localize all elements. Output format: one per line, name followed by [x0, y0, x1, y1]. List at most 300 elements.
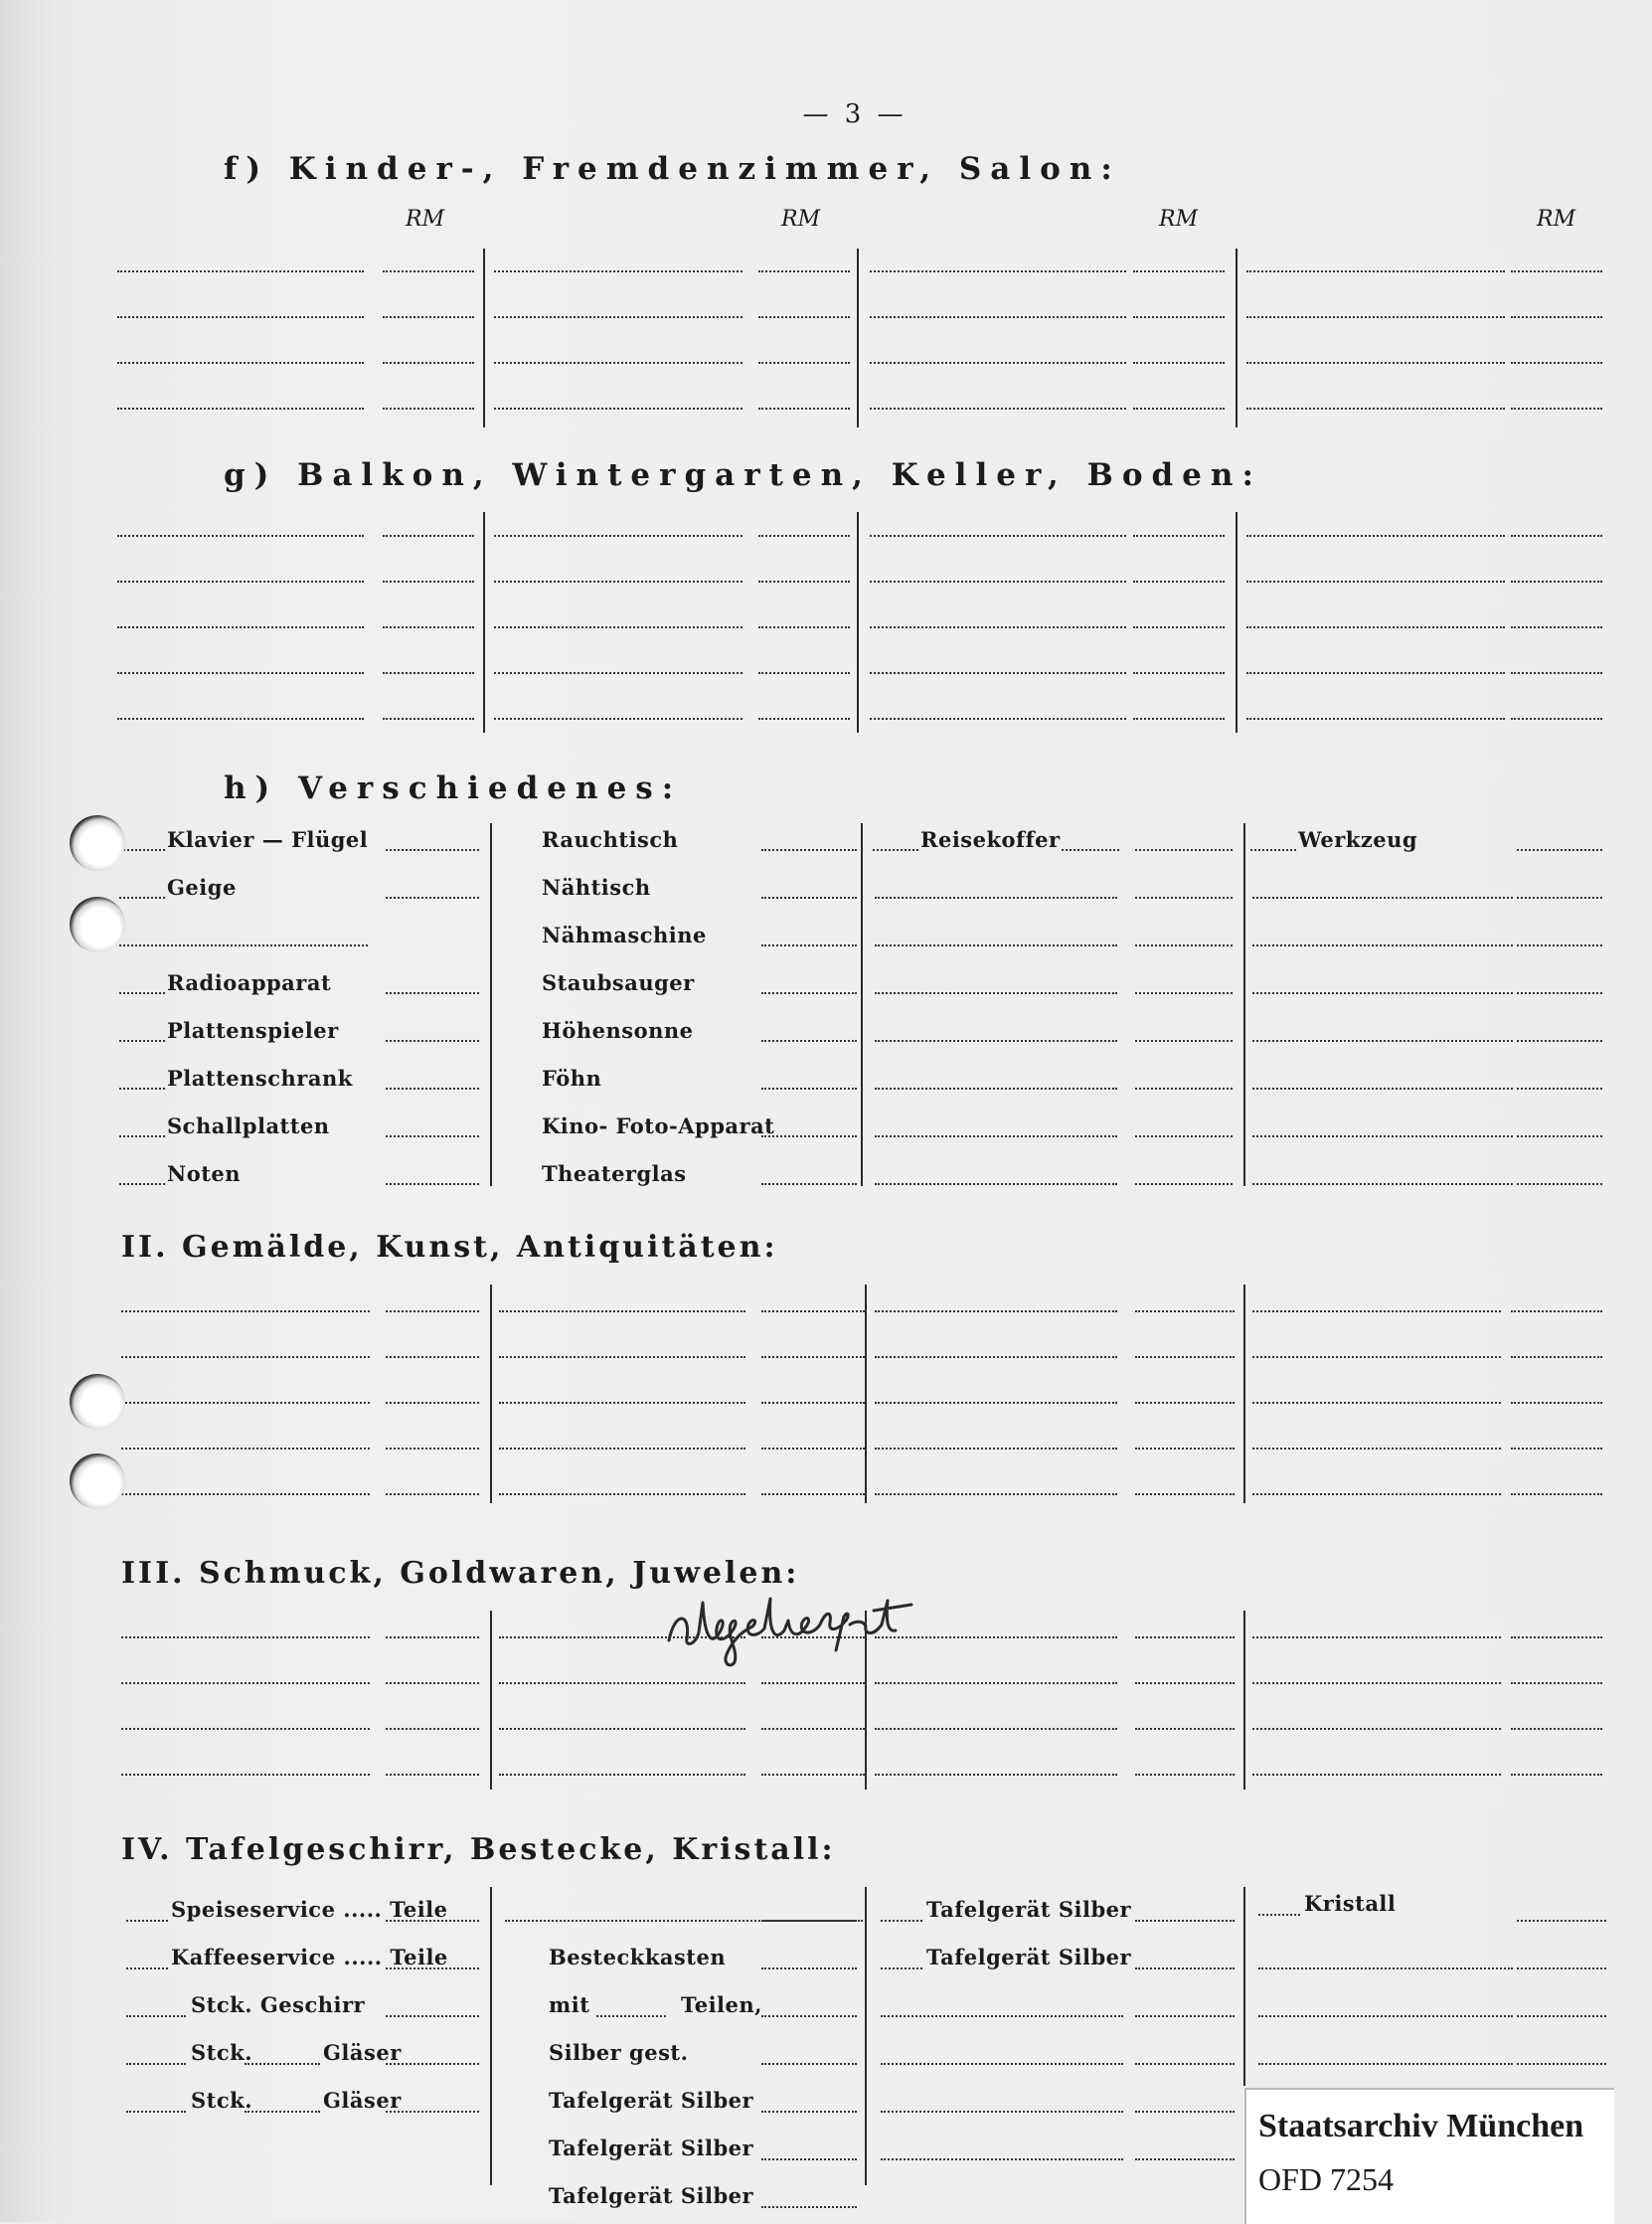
item-label: Plattenspieler: [167, 1018, 339, 1043]
fill-line: [875, 1774, 1117, 1776]
fill-line: [761, 2015, 857, 2017]
fill-line: [596, 2015, 666, 2017]
fill-line: [758, 270, 850, 272]
fill-line: [1252, 1493, 1501, 1495]
fill-line: [494, 535, 743, 537]
fill-line: [117, 270, 364, 272]
fill-line: [881, 2063, 1123, 2065]
currency-label: RM: [1159, 207, 1199, 232]
fill-line: [761, 2158, 857, 2160]
fill-line: [1135, 1310, 1235, 1312]
fill-line: [873, 849, 918, 851]
archive-signature: OFD 7254: [1258, 2161, 1395, 2197]
fill-line: [119, 1088, 165, 1090]
fill-line: [1135, 1682, 1235, 1684]
item-label: Föhn: [542, 1066, 602, 1091]
column-divider: [490, 1887, 492, 2185]
item-label: Besteckkasten: [549, 1945, 727, 1969]
page-number: — 3 —: [802, 99, 908, 129]
fill-line: [1135, 1183, 1233, 1185]
column-divider: [861, 823, 863, 1186]
column-divider: [483, 249, 485, 428]
fill-line: [1252, 1774, 1501, 1776]
fill-line: [383, 362, 474, 364]
fill-line: [875, 1135, 1117, 1137]
item-label: Tafelgerät Silber: [926, 1945, 1132, 1969]
item-label: Noten: [167, 1161, 242, 1186]
fill-line: [1133, 626, 1225, 628]
item-label: Teilen,: [681, 1992, 762, 2017]
fill-line: [1252, 992, 1513, 994]
fill-line: [1246, 408, 1505, 410]
fill-line: [870, 362, 1126, 364]
fill-line: [494, 362, 743, 364]
item-label: Gläser: [323, 2040, 402, 2065]
item-label: Radioapparat: [167, 970, 332, 995]
fill-line: [494, 626, 743, 628]
fill-line: [1252, 1135, 1513, 1137]
fill-line: [126, 1967, 168, 1969]
fill-line: [383, 718, 474, 720]
item-label: Rauchtisch: [542, 827, 679, 852]
section-heading-f: f) Kinder-, Fremdenzimmer, Salon:: [224, 151, 1121, 187]
fill-line: [126, 2063, 186, 2065]
item-label: Plattenschrank: [167, 1066, 353, 1091]
fill-line: [758, 718, 850, 720]
fill-line: [1511, 1636, 1602, 1638]
fill-line: [761, 992, 857, 994]
fill-line: [1517, 849, 1602, 851]
section-heading-iv: IV. Tafelgeschirr, Bestecke, Kristall:: [121, 1832, 836, 1867]
fill-line: [1517, 1920, 1606, 1922]
item-label: Kristall: [1304, 1891, 1397, 1916]
fill-line: [1252, 1402, 1501, 1404]
fill-line: [386, 1920, 479, 1922]
fill-line: [386, 1040, 479, 1042]
fill-line: [119, 849, 165, 851]
fill-line: [875, 897, 1117, 899]
item-label: Speiseservice ..... Teile: [171, 1897, 448, 1922]
fill-line: [121, 1493, 370, 1495]
fill-line: [494, 316, 743, 318]
fill-line: [1133, 581, 1225, 583]
section-heading-iii: III. Schmuck, Goldwaren, Juwelen:: [121, 1556, 800, 1591]
item-label: Stck.: [191, 2088, 253, 2113]
fill-line: [1133, 270, 1225, 272]
fill-line: [875, 1682, 1117, 1684]
fill-line: [499, 1356, 745, 1358]
fill-line: [1252, 1356, 1501, 1358]
fill-line: [761, 897, 857, 899]
fill-line: [386, 1636, 479, 1638]
fill-line: [386, 2111, 479, 2113]
fill-line: [386, 1774, 479, 1776]
fill-line: [1252, 1183, 1513, 1185]
column-divider: [1236, 249, 1238, 428]
item-label: Tafelgerät Silber: [549, 2183, 754, 2208]
fill-line: [383, 408, 474, 410]
item-label: Geige: [167, 875, 237, 900]
fill-line: [1517, 992, 1602, 994]
fill-line: [761, 1920, 857, 1922]
fill-line: [383, 316, 474, 318]
fill-line: [1258, 1914, 1300, 1916]
fill-line: [1135, 1135, 1233, 1137]
fill-line: [1133, 718, 1225, 720]
fill-line: [386, 992, 479, 994]
fill-line: [119, 1183, 165, 1185]
fill-line: [1246, 581, 1505, 583]
fill-line: [761, 1774, 865, 1776]
fill-line: [875, 944, 1117, 946]
fill-line: [1135, 1636, 1235, 1638]
fill-line: [1252, 897, 1513, 899]
fill-line: [1511, 1448, 1602, 1450]
fill-line: [121, 1682, 370, 1684]
fill-line: [1135, 1728, 1235, 1730]
fill-line: [245, 2063, 320, 2065]
fill-line: [386, 1310, 479, 1312]
fill-line: [383, 535, 474, 537]
column-divider: [865, 1284, 867, 1503]
fill-line: [875, 1402, 1117, 1404]
fill-line: [758, 408, 850, 410]
fill-line: [383, 672, 474, 674]
fill-line: [1511, 1728, 1602, 1730]
fill-line: [1246, 626, 1505, 628]
fill-line: [1511, 270, 1602, 272]
fill-line: [499, 1448, 745, 1450]
fill-line: [386, 1493, 479, 1495]
fill-line: [870, 408, 1126, 410]
item-label: Silber gest.: [549, 2040, 689, 2065]
fill-line: [761, 1967, 857, 1969]
fill-line: [875, 1310, 1117, 1312]
fill-line: [1135, 897, 1233, 899]
fill-line: [1252, 1310, 1501, 1312]
fill-line: [870, 626, 1126, 628]
fill-line: [386, 1967, 479, 1969]
fill-line: [758, 535, 850, 537]
fill-line: [761, 1493, 865, 1495]
fill-line: [758, 581, 850, 583]
fill-line: [758, 362, 850, 364]
fill-line: [761, 2063, 857, 2065]
item-label: Gläser: [323, 2088, 402, 2113]
item-label: Tafelgerät Silber: [549, 2088, 754, 2113]
fill-line: [1250, 849, 1296, 851]
fill-line: [758, 316, 850, 318]
fill-line: [386, 1728, 479, 1730]
item-label: Schallplatten: [167, 1113, 330, 1138]
fill-line: [1511, 718, 1602, 720]
item-label: Klavier — Flügel: [167, 827, 369, 852]
fill-line: [1517, 1135, 1602, 1137]
fill-line: [386, 1402, 479, 1404]
fill-line: [499, 1774, 745, 1776]
fill-line: [1135, 2158, 1235, 2160]
fill-line: [1511, 672, 1602, 674]
fill-line: [881, 2015, 1123, 2017]
fill-line: [383, 626, 474, 628]
column-divider: [857, 249, 859, 428]
fill-line: [761, 1682, 865, 1684]
fill-line: [386, 1135, 479, 1137]
item-label: Theaterglas: [542, 1161, 687, 1186]
fill-line: [870, 672, 1126, 674]
fill-line: [1133, 362, 1225, 364]
fill-line: [1252, 1636, 1501, 1638]
fill-line: [386, 2015, 479, 2017]
fill-line: [1135, 1402, 1235, 1404]
fill-line: [881, 1920, 922, 1922]
fill-line: [1135, 1356, 1235, 1358]
column-divider: [1243, 1611, 1245, 1790]
fill-line: [126, 1920, 168, 1922]
fill-line: [121, 1636, 370, 1638]
column-divider: [490, 1284, 492, 1503]
fill-line: [1135, 1088, 1233, 1090]
fill-line: [1517, 2015, 1606, 2017]
fill-line: [1135, 1493, 1235, 1495]
fill-line: [881, 1967, 922, 1969]
fill-line: [758, 672, 850, 674]
fill-line: [1135, 2111, 1235, 2113]
fill-line: [1517, 1967, 1606, 1969]
handwritten-note: [661, 1581, 959, 1674]
fill-line: [870, 316, 1126, 318]
archive-name: Staatsarchiv München: [1258, 2108, 1584, 2144]
fill-line: [119, 1135, 165, 1137]
fill-line: [875, 1493, 1117, 1495]
fill-line: [494, 581, 743, 583]
fill-line: [870, 581, 1126, 583]
fill-line: [1135, 992, 1233, 994]
fill-line: [1517, 897, 1602, 899]
fill-line: [875, 1356, 1117, 1358]
fill-line: [761, 1183, 857, 1185]
item-label: Kaffeeservice ..... Teile: [171, 1945, 448, 1969]
fill-line: [126, 2111, 186, 2113]
fill-line: [119, 1040, 165, 1042]
fill-line: [881, 2111, 1123, 2113]
fill-line: [1246, 535, 1505, 537]
fill-line: [870, 535, 1126, 537]
fill-line: [1511, 316, 1602, 318]
fill-line: [870, 270, 1126, 272]
fill-line: [875, 1728, 1117, 1730]
fill-line: [881, 2158, 1123, 2160]
column-divider: [865, 1887, 867, 2185]
item-label: mit: [549, 1992, 590, 2017]
punch-hole-icon: [70, 1374, 125, 1430]
fill-line: [761, 944, 857, 946]
fill-line: [1252, 944, 1513, 946]
column-divider: [1243, 1284, 1245, 1503]
fill-line: [1511, 1493, 1602, 1495]
fill-line: [1135, 944, 1233, 946]
fill-line: [1511, 408, 1602, 410]
fill-line: [1135, 1448, 1235, 1450]
fill-line: [1252, 1448, 1501, 1450]
item-label: Nähmaschine: [542, 923, 707, 947]
item-label: Kino- Foto-Apparat: [542, 1113, 775, 1138]
fill-line: [1252, 1040, 1513, 1042]
fill-line: [117, 581, 364, 583]
fill-line: [1246, 718, 1505, 720]
fill-line: [494, 718, 743, 720]
fill-line: [875, 1040, 1117, 1042]
fill-line: [386, 849, 479, 851]
item-label: Stck. Geschirr: [191, 1992, 366, 2017]
fill-line: [386, 2063, 479, 2065]
fill-line: [1511, 581, 1602, 583]
fill-line: [1133, 408, 1225, 410]
punch-hole-icon: [70, 897, 125, 952]
fill-line: [761, 2206, 857, 2208]
item-label: Nähtisch: [542, 875, 651, 900]
punch-hole-icon: [70, 1454, 125, 1509]
fill-line: [245, 2111, 320, 2113]
fill-line: [1511, 1682, 1602, 1684]
fill-line: [121, 1310, 370, 1312]
handwriting-abgeliefert-icon: [661, 1581, 959, 1670]
column-divider: [490, 823, 492, 1186]
fill-line: [1511, 1774, 1602, 1776]
currency-label: RM: [781, 207, 821, 232]
fill-line: [386, 897, 479, 899]
fill-line: [761, 1728, 865, 1730]
fill-line: [117, 672, 364, 674]
fill-line: [758, 626, 850, 628]
fill-line: [119, 897, 165, 899]
fill-line: [875, 1088, 1117, 1090]
fill-line: [1511, 535, 1602, 537]
fill-line: [1135, 2015, 1235, 2017]
fill-line: [870, 718, 1126, 720]
fill-line: [499, 1310, 745, 1312]
fill-line: [1246, 316, 1505, 318]
fill-line: [1511, 1356, 1602, 1358]
item-label: Tafelgerät Silber: [549, 2136, 754, 2160]
fill-line: [1511, 1402, 1602, 1404]
fill-line: [121, 1728, 370, 1730]
fill-line: [1135, 1774, 1235, 1776]
fill-line: [1252, 1682, 1501, 1684]
column-divider: [1243, 823, 1245, 1186]
fill-line: [117, 535, 364, 537]
fill-line: [1133, 672, 1225, 674]
currency-label: RM: [1537, 207, 1576, 232]
archive-stamp: [1244, 2088, 1614, 2224]
fill-line: [761, 1088, 857, 1090]
fill-line: [383, 581, 474, 583]
fill-line: [1135, 1967, 1235, 1969]
fill-line: [761, 1356, 865, 1358]
fill-line: [875, 1448, 1117, 1450]
fill-line: [386, 1356, 479, 1358]
fill-line: [386, 1088, 479, 1090]
fill-line: [1135, 2063, 1235, 2065]
fill-line: [1062, 849, 1119, 851]
fill-line: [1511, 626, 1602, 628]
fill-line: [1517, 1040, 1602, 1042]
fill-line: [386, 1183, 479, 1185]
fill-line: [761, 2111, 857, 2113]
fill-line: [1135, 849, 1233, 851]
fill-line: [117, 718, 364, 720]
item-label: Stck.: [191, 2040, 253, 2065]
fill-line: [117, 362, 364, 364]
fill-line: [1135, 1920, 1235, 1922]
fill-line: [494, 672, 743, 674]
section-heading-g: g) Balkon, Wintergarten, Keller, Boden:: [224, 457, 1262, 493]
fill-line: [1133, 535, 1225, 537]
fill-line: [386, 1682, 479, 1684]
fill-line: [121, 1402, 370, 1404]
item-label: Reisekoffer: [920, 827, 1061, 852]
fill-line: [117, 408, 364, 410]
fill-line: [1258, 2063, 1513, 2065]
fill-line: [1252, 1728, 1501, 1730]
fill-line: [117, 626, 364, 628]
item-label: Tafelgerät Silber: [926, 1897, 1132, 1922]
fill-line: [1517, 1088, 1602, 1090]
fill-line: [383, 270, 474, 272]
item-label: Staubsauger: [542, 970, 695, 995]
fill-line: [499, 1493, 745, 1495]
column-divider: [1243, 1887, 1245, 2086]
fill-line: [761, 1135, 857, 1137]
fill-line: [1517, 2063, 1606, 2065]
fill-line: [1258, 2015, 1513, 2017]
fill-line: [1252, 1088, 1513, 1090]
column-divider: [483, 512, 485, 733]
fill-line: [119, 992, 165, 994]
fill-line: [386, 1448, 479, 1450]
fill-line: [875, 1183, 1117, 1185]
item-label: Höhensonne: [542, 1018, 694, 1043]
fill-line: [761, 1448, 865, 1450]
fill-line: [121, 1356, 370, 1358]
fill-line: [1258, 1967, 1513, 1969]
fill-line: [761, 1040, 857, 1042]
fill-line: [121, 1774, 370, 1776]
column-divider: [857, 512, 859, 733]
fill-line: [1246, 672, 1505, 674]
fill-line: [494, 408, 743, 410]
fill-line: [1517, 1183, 1602, 1185]
fill-line: [761, 1310, 865, 1312]
column-divider: [490, 1611, 492, 1790]
fill-line: [761, 1402, 865, 1404]
fill-line: [494, 270, 743, 272]
fill-line: [1135, 1040, 1233, 1042]
fill-line: [117, 316, 364, 318]
item-label: Werkzeug: [1298, 827, 1418, 852]
fill-line: [499, 1728, 745, 1730]
punch-hole-icon: [70, 815, 125, 871]
fill-line: [1511, 1310, 1602, 1312]
fill-line: [1133, 316, 1225, 318]
fill-line: [1246, 270, 1505, 272]
currency-label: RM: [406, 207, 445, 232]
section-heading-h: h) Verschiedenes:: [224, 770, 683, 806]
fill-line: [875, 992, 1117, 994]
fill-line: [1511, 362, 1602, 364]
fill-line: [119, 944, 368, 946]
fill-line: [1246, 362, 1505, 364]
